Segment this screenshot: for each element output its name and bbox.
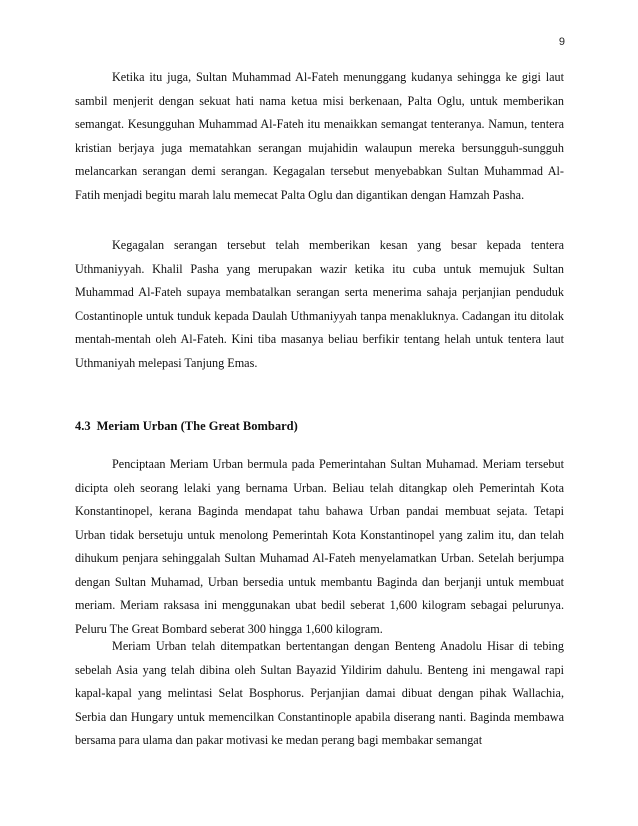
paragraph-4 [75, 635, 564, 753]
section-heading [75, 419, 298, 434]
section-number: 4.3 [75, 419, 91, 433]
paragraph-text: Kegagalan serangan tersebut telah memberikan kesan yang besar kepada tentera Uthmaniyyah. Khalil Pasha yang merupakan wazir ketika itu cuba untuk memujuk Sultan Muhammad Al-Fateh supaya membatalkan serangan serta menerima sahaja perjanjian penduduk Costantinople untuk tunduk kepada Daulah Uthmaniyyah tanpa menakluknya. Cadangan itu ditolak mentah-mentah oleh Al-Fateh. Kini tiba masanya beliau berfikir tentang helah untuk tentera laut Uthmaniyah melepasi Tanjung Emas. [75, 238, 564, 370]
section-title: Meriam Urban (The Great Bombard) [96, 419, 298, 433]
paragraph-text: Ketika itu juga, Sultan Muhammad Al-Fateh menunggang kudanya sehingga ke gigi laut sambil menjerit dengan sekuat hati nama ketua misi berkenaan, Palta Oglu, untuk memberikan semangat. Kesungguhan Muhammad Al-Fateh itu menaikkan semangat tenteranya. Namun, tentera kristian berjaya juga mematahkan serangan mujahidin walaupun mereka bersungguh-sungguh melancarkan serangan demi serangan. Kegagalan tersebut menyebabkan Sultan Muhammad Al-Fatih menjadi begitu marah lalu memecat Palta Oglu dan digantikan dengan Hamzah Pasha. [75, 70, 564, 202]
paragraph-text: Penciptaan Meriam Urban bermula pada Pemerintahan Sultan Muhamad. Meriam tersebut dicipta oleh seorang lelaki yang bernama Urban. Beliau telah ditangkap oleh Pemerintah Kota Konstantinopel, kerana Baginda mendapat tahu bahawa Urban pandai membuat sejata. Tetapi Urban tidak bersetuju untuk menolong Pemerintah Kota Konstantinopel yang zalim itu, dan telah dihukum penjara sehinggalah Sultan Muhamad Al-Fateh menyelamatkan Urban. Setelah berjumpa dengan Sultan Muhamad, Urban bersedia untuk membantu Baginda dan berjanji untuk membuat meriam. Meriam raksasa ini menggunakan ubat bedil seberat 1,600 kilogram sebagai pelurunya. Peluru The Great Bombard seberat 300 hingga 1,600 kilogram. [75, 457, 564, 636]
paragraph-3 [75, 453, 564, 641]
page-number: 9 [558, 36, 565, 48]
paragraph-text: Meriam Urban telah ditempatkan bertentangan dengan Benteng Anadolu Hisar di tebing sebelah Asia yang telah dibina oleh Sultan Bayazid Yildirim dahulu. Benteng ini mengawal rapi kapal-kapal yang melintasi Selat Bosphorus. Perjanjian damai dibuat dengan pihak Wallachia, Serbia dan Hungary untuk memencilkan Constantinople apabila diserang nanti. Baginda membawa bersama para ulama dan pakar motivasi ke medan perang bagi membakar semangat [75, 639, 564, 747]
paragraph-1 [75, 66, 564, 207]
paragraph-2 [75, 234, 564, 375]
